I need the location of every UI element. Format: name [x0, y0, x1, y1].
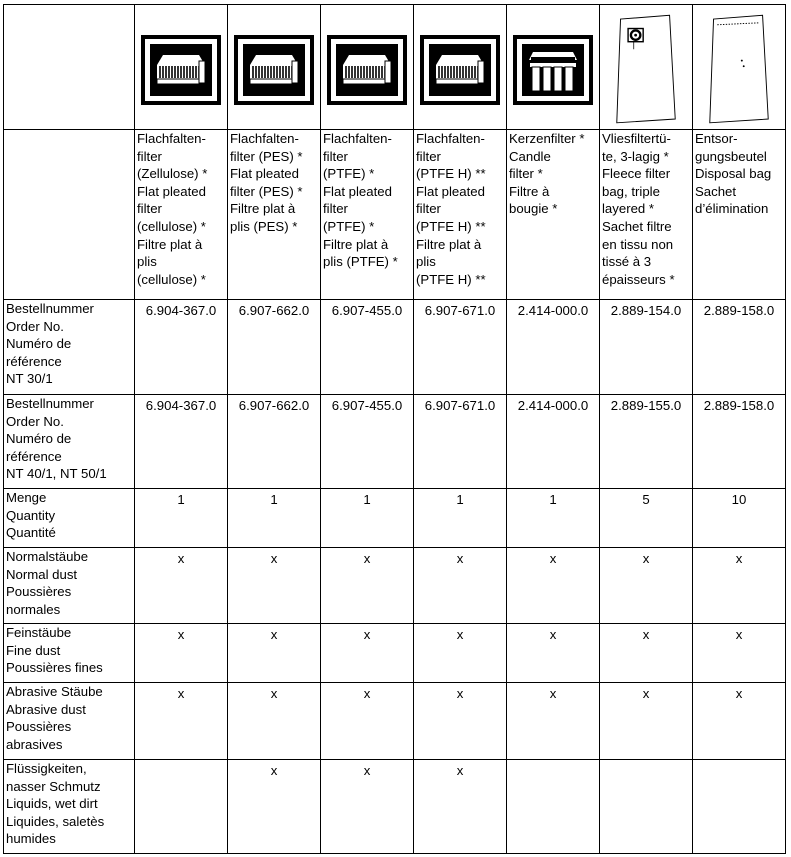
table-cell: 5: [600, 489, 693, 548]
table-cell: 1: [507, 489, 600, 548]
table-cell: 10: [693, 489, 786, 548]
table-cell: 6.904-367.0: [135, 395, 228, 489]
row-label: Bestellnummer Order No. Numéro de référence NT 30/1: [4, 300, 135, 395]
table-cell: x: [414, 683, 507, 760]
table-cell: 6.907-671.0: [414, 300, 507, 395]
row-label: Abrasive Stäube Abrasive dust Poussières abrasives: [4, 683, 135, 760]
table-cell: x: [228, 548, 321, 624]
product-image-cell: [228, 5, 321, 130]
row-label: Normalstäube Normal dust Poussières normales: [4, 548, 135, 624]
table-cell: x: [414, 624, 507, 683]
table-cell: x: [507, 548, 600, 624]
table-cell: x: [414, 760, 507, 854]
table-row: [4, 395, 786, 489]
table-cell: x: [414, 548, 507, 624]
table-cell: x: [228, 760, 321, 854]
table-cell: x: [321, 548, 414, 624]
table-cell: [507, 760, 600, 854]
table-cell: [600, 760, 693, 854]
product-image-cell: [135, 5, 228, 130]
flat-pleated-filter-icon: [327, 35, 407, 105]
table-cell: [693, 760, 786, 854]
product-name: Vliesfiltertü- te, 3-lagig * Fleece filter bag, triple layered * Sachet filtre en tissu non tissé à 3 épaisseurs *: [600, 130, 693, 300]
table-cell: 1: [228, 489, 321, 548]
table-cell: 6.907-455.0: [321, 395, 414, 489]
table-row: [4, 300, 786, 395]
table-cell: 6.907-662.0: [228, 395, 321, 489]
row-label: Feinstäube Fine dust Poussières fines: [4, 624, 135, 683]
table-cell: 2.889-158.0: [693, 395, 786, 489]
fleece-filter-bag-icon: [613, 13, 679, 127]
table-cell: x: [321, 624, 414, 683]
table-cell: x: [321, 760, 414, 854]
product-name-row: [4, 130, 786, 300]
table-cell: x: [600, 683, 693, 760]
table-cell: 6.907-662.0: [228, 300, 321, 395]
table-row: [4, 489, 786, 548]
table-cell: 1: [414, 489, 507, 548]
table-cell: 2.889-154.0: [600, 300, 693, 395]
table-cell: 6.907-671.0: [414, 395, 507, 489]
table-cell: x: [135, 683, 228, 760]
image-row: [4, 5, 786, 130]
table-cell: x: [600, 548, 693, 624]
table-row: [4, 548, 786, 624]
product-image-cell: [693, 5, 786, 130]
table-cell: x: [693, 683, 786, 760]
row-label: Bestellnummer Order No. Numéro de référence NT 40/1, NT 50/1: [4, 395, 135, 489]
table-cell: x: [321, 683, 414, 760]
product-image-cell: [321, 5, 414, 130]
table-cell: 2.889-158.0: [693, 300, 786, 395]
row-label: Menge Quantity Quantité: [4, 489, 135, 548]
row-label: Flüssigkeiten, nasser Schmutz Liquids, wet dirt Liquides, saletès humides: [4, 760, 135, 854]
table-cell: x: [228, 624, 321, 683]
table-cell: x: [135, 624, 228, 683]
flat-pleated-filter-icon: [420, 35, 500, 105]
product-image-cell: [600, 5, 693, 130]
table-cell: x: [507, 624, 600, 683]
table-cell: x: [600, 624, 693, 683]
table-cell: x: [135, 548, 228, 624]
table-cell: x: [507, 683, 600, 760]
product-image-cell: [414, 5, 507, 130]
table-cell: 1: [135, 489, 228, 548]
corner-cell: [4, 5, 135, 130]
product-name: Flachfalten- filter (PTFE) * Flat pleated filter (PTFE) * Filtre plat à plis (PTFE) *: [321, 130, 414, 300]
table-cell: 6.904-367.0: [135, 300, 228, 395]
table-row: [4, 624, 786, 683]
product-name: Flachfalten- filter (Zellulose) * Flat pleated filter (cellulose) * Filtre plat à plis (cellulose) *: [135, 130, 228, 300]
disposal-bag-icon: [706, 13, 772, 127]
table-cell: 1: [321, 489, 414, 548]
flat-pleated-filter-icon: [141, 35, 221, 105]
corner-cell: [4, 130, 135, 300]
product-image-cell: [507, 5, 600, 130]
table-cell: x: [693, 624, 786, 683]
table-cell: 6.907-455.0: [321, 300, 414, 395]
product-name: Kerzenfilter * Candle filter * Filtre à bougie *: [507, 130, 600, 300]
flat-pleated-filter-icon: [234, 35, 314, 105]
table-cell: 2.889-155.0: [600, 395, 693, 489]
product-name: Flachfalten- filter (PES) * Flat pleated filter (PES) * Filtre plat à plis (PES) *: [228, 130, 321, 300]
table-cell: [135, 760, 228, 854]
accessory-table: [3, 4, 786, 854]
candle-filter-icon: [513, 35, 593, 105]
table-cell: x: [693, 548, 786, 624]
table-cell: 2.414-000.0: [507, 300, 600, 395]
product-name: Flachfalten- filter (PTFE H) ** Flat pleated filter (PTFE H) ** Filtre plat à plis (PTFE H) **: [414, 130, 507, 300]
product-name: Entsor- gungsbeutel Disposal bag Sachet d’élimination: [693, 130, 786, 300]
table-row: [4, 760, 786, 854]
table-row: [4, 683, 786, 760]
table-cell: x: [228, 683, 321, 760]
table-cell: 2.414-000.0: [507, 395, 600, 489]
